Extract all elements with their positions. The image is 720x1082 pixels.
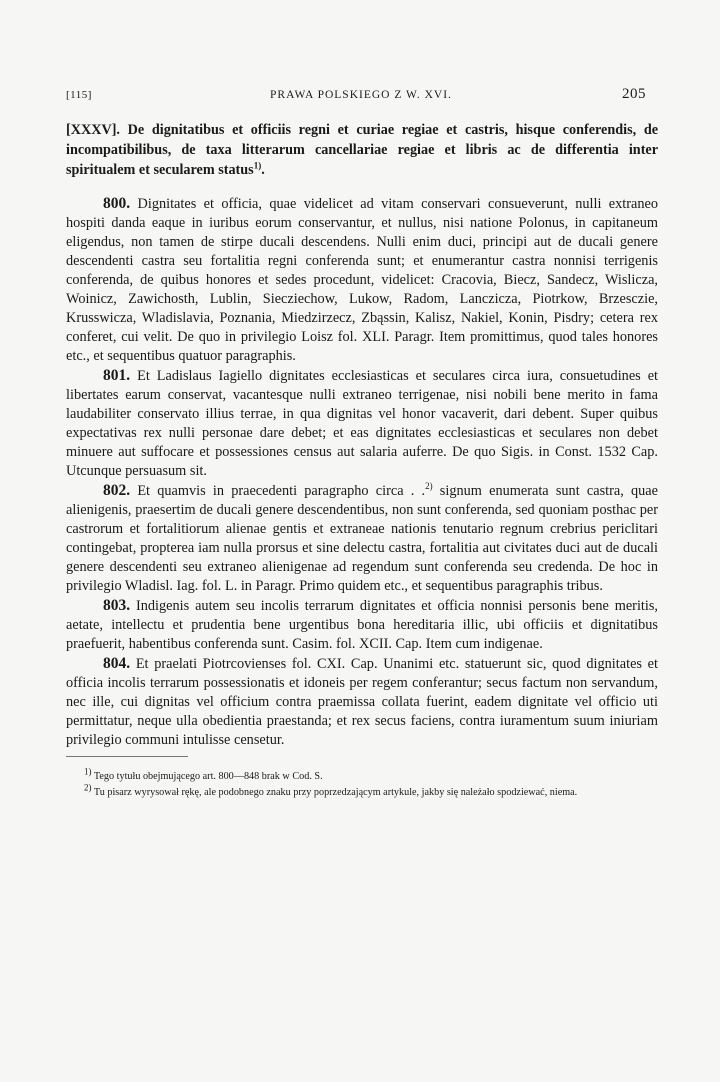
paragraph-number: 804.	[103, 655, 131, 672]
heading-line-2: hisque conferendis, de incompatibilibus, de taxa litterarum cancellariae	[66, 122, 659, 158]
paragraph-number: 803.	[103, 597, 131, 614]
page-number: 205	[621, 86, 646, 102]
heading-line-3: regiae et libris ac de differentia inter spiritualem et secularem status	[66, 142, 659, 178]
paragraph-802	[66, 481, 658, 596]
footnote-divider	[66, 756, 188, 757]
paragraph-text-after: signum enumerata sunt castra, quae alienigenis, praesertim de ducali genere descendentibus, non sunt conferenda, sed quoniam posthac per castrorum et fortalitiorum alienae gentis et extraneae nationis tenutario regnum crebrius periclitari contingebat, propterea iam nulla prorsus et sine delectu castra, fortalitia aut civitates duci aut de ducali genere descendenti seu extraneo alienigenae ad regendum sunt conferenda seu credenda. De hoc in privilegio Wladisl. Iag. fol. L. in Paragr. Primo quidem etc., et sequentibus paragraphis tribus.	[66, 483, 658, 594]
footnote-mark: 1)	[84, 766, 92, 777]
paragraph-text: Indigenis autem seu incolis terrarum dignitates et officia nonnisi personis bene meritis, aetate, intellectu et prudentia bene urgentibus bona hereditaria illic, ubi officiis et dignitatibus praefuerit, habentibus conferenda sunt. Casim. fol. XCII. Cap. Item cum indigenae.	[66, 598, 658, 652]
header-left-ref: [115]	[66, 89, 92, 101]
paragraph-804	[66, 654, 658, 750]
document-page	[66, 86, 658, 801]
footnote-1	[66, 766, 658, 785]
section-heading	[66, 120, 658, 180]
paragraph-text: Et praelati Piotrcovienses fol. CXI. Cap. Unanimi etc. statuerunt sic, quod dignitates et officia incolis terrarum possessionatis et idoneis per regem conferantur; secus factum non servandum, nec ille, cui dignitas vel officium contra praemissa collata fuerint, eadem dignitate vel officio uti permittatur, neque ulla obedientia praestanda; et rex secus faciens, contra iuramentum suum iniuriam privilegio communi intulisse censetur.	[66, 656, 658, 748]
paragraph-801	[66, 366, 658, 481]
paragraph-number: 802.	[103, 482, 131, 499]
footnote-text: Tu pisarz wyrysował rękę, ale podobnego znaku przy poprzedzającym artykule, jakby się należało spodziewać, niema.	[93, 787, 578, 798]
footnote-text: Tego tytułu obejmującego art. 800—848 brak w Cod. S.	[93, 771, 323, 782]
paragraph-803	[66, 596, 658, 654]
paragraph-text: Dignitates et officia, quae videlicet ad vitam conservari consueverunt, nulli extraneo hospiti danda eaque in iuribus eorum conservantur, et nullus, nisi natione Polonus, in capitaneum eligendus, non tamen de stirpe ducali descendens. Nulli enim duci, principi aut de ducali genere descendenti castra seu fortalitia regni conferenda sunt; et enumerantur castra nonnisi terrigenis conferenda, de quibus honores et sedes procedunt, videlicet: Cracovia, Biecz, Sandecz, Wislicza, Woinicz, Zawichosth, Lublin, Siecziechow, Lukow, Radom, Lanczicza, Piotrkow, Brzesczie, Krusswicza, Wladislavia, Poznania, Miedzirzecz, Zbąssin, Kalisz, Nakiel, Konin, Pisdry; cetera rex conferet, cui velit. De quo in privilegio Loisz fol. XLI. Paragr. Item promittimus, quod tales honores etc., et sequentibus quatuor paragraphis.	[66, 196, 659, 364]
paragraph-800	[66, 194, 658, 366]
paragraph-number: 800.	[103, 195, 131, 212]
heading-line-1: [XXXV]. De dignitatibus et officiis regni et curiae regiae et castris,	[66, 122, 508, 138]
paragraph-text: Et Ladislaus Iagiello dignitates ecclesiasticas et seculares circa iura, consuetudines et libertates earum conservat, vacantesque nulli extraneo terrigenae, nisi nobili bene merito in fama laudabiliter conservato illius terrae, in qua dignitas vel honor vacaverit, dari debent. Super quibus expectativas rex nulli personae dare debet; et eas dignitates ecclesiasticas et seculares non debet minuere aut suffocare et possessiones census aut salaria auferre. De quo Sigis. in Const. 1532 Cap. Utcunque persuasum sit.	[66, 368, 659, 479]
footnote-reference: 2)	[425, 481, 433, 492]
footnote-mark: 2)	[84, 782, 92, 793]
footnote-2	[66, 782, 658, 801]
running-header	[66, 86, 658, 103]
heading-end: .	[261, 162, 265, 178]
paragraph-number: 801.	[103, 367, 131, 384]
running-title: PRAWA POLSKIEGO Z W. XVI.	[270, 89, 452, 101]
heading-footnote-mark: 1)	[253, 160, 262, 171]
paragraph-text-before: Et quamvis in praecedenti paragrapho circa . .	[137, 483, 426, 499]
